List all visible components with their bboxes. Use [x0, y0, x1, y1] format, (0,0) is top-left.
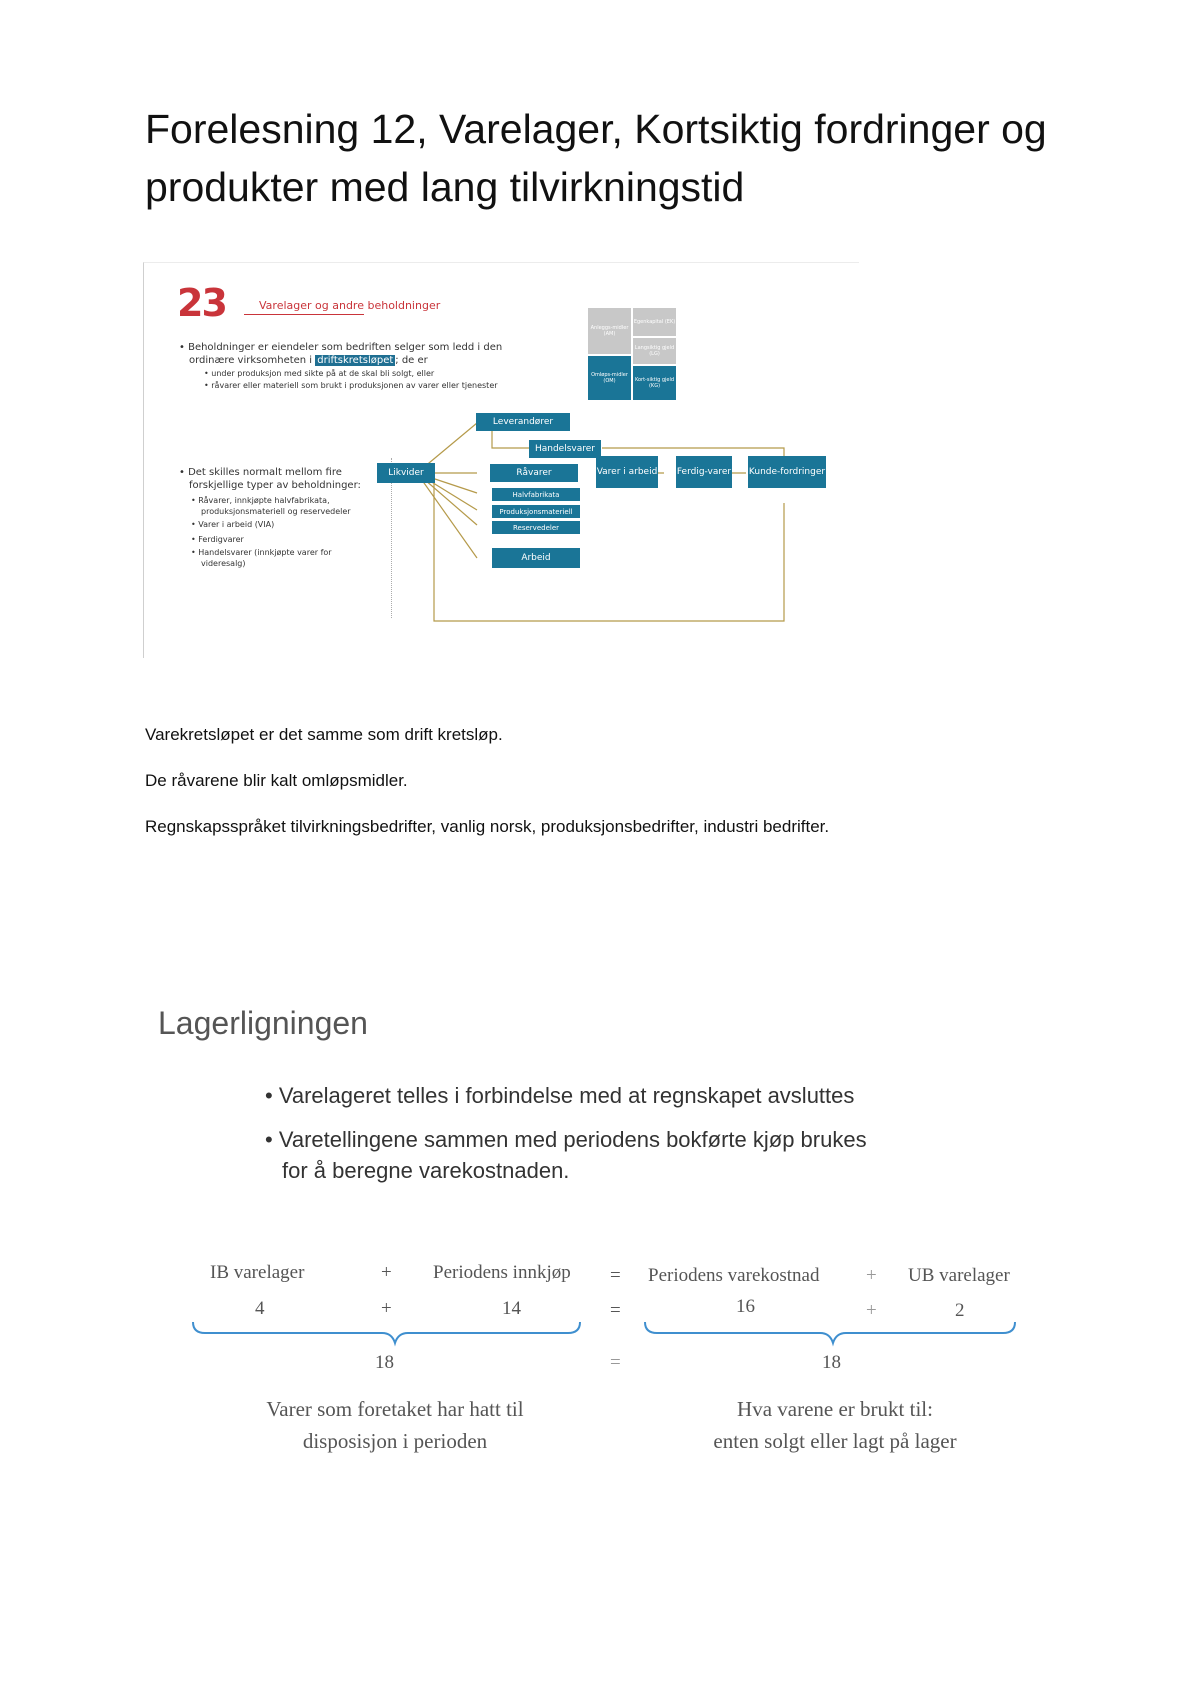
highlight-driftskretslopet: driftskretsløpet [317, 355, 394, 366]
eq-left-total: 18 [375, 1352, 394, 1373]
grid-anleggsmidler: Anleggs-midler (AM) [588, 308, 631, 354]
eq-ib-value: 4 [255, 1298, 265, 1319]
eq-varekostnad-label: Periodens varekostnad [648, 1265, 820, 1286]
left-brace [193, 1322, 580, 1343]
slide-number: 23 [177, 281, 226, 325]
grid-omlopsmidler: Omløps-midler (OM) [588, 356, 631, 400]
eq-right-caption-line: Hva varene er brukt til: [737, 1397, 933, 1421]
eq-left-caption-line: disposisjon i perioden [302, 1429, 488, 1453]
box-leverandorer: Leverandører [476, 413, 570, 431]
sub-bullet: Handelsvarer (innkjøpte varer for [198, 548, 332, 557]
eq-plus-1: + [381, 1262, 392, 1283]
slide2-title: Lagerligningen [158, 1005, 368, 1041]
box-ferdigvarer: Ferdig-varer [676, 456, 732, 488]
sub-bullet: Råvarer, innkjøpte halvfabrikata, [198, 496, 330, 505]
eq-plus-3: + [381, 1298, 392, 1319]
box-reservedeler: Reservedeler [492, 521, 580, 534]
sub-bullet: Ferdigvarer [198, 535, 244, 544]
eq-innkjop-label: Periodens innkjøp [433, 1262, 571, 1283]
sub-bullet: under produksjon med sikte på at de skal bli solgt, eller [211, 369, 435, 378]
bullet-line: Det skilles normalt mellom fire [188, 467, 342, 478]
box-produksjonsmateriell: Produksjonsmateriell [492, 505, 580, 518]
bullet-line: Beholdninger er eiendeler som bedriften selger som ledd i den [188, 342, 503, 353]
bullet-line: forskjellige typer av beholdninger: [189, 480, 361, 491]
eq-plus-2: + [866, 1265, 877, 1286]
box-handelsvarer: Handelsvarer [529, 440, 601, 458]
slide2-bullet-2: • Varetellingene sammen med periodens bokførte kjøp brukes [265, 1127, 867, 1152]
eq-ub-label: UB varelager [908, 1265, 1010, 1286]
box-ravarer: Råvarer [490, 464, 578, 482]
eq-plus-4: + [866, 1300, 877, 1321]
paragraph-omlopsmidler: De råvarene blir kalt omløpsmidler. [145, 771, 408, 790]
right-brace [645, 1322, 1015, 1343]
slide2-bullet-2-cont: for å beregne varekostnaden. [282, 1158, 570, 1183]
grid-langsiktig-gjeld: Langsiktig gjeld (LG) [633, 338, 676, 364]
box-halvfabrikata: Halvfabrikata [492, 488, 580, 501]
eq-right-caption-line: enten solgt eller lagt på lager [713, 1429, 957, 1453]
eq-right-caption [660, 1393, 1010, 1457]
box-kundefordringer: Kunde-fordringer [748, 456, 826, 488]
eq-left-caption [215, 1393, 575, 1457]
slide2-bullet-1: • Varelageret telles i forbindelse med at regnskapet avsluttes [265, 1083, 855, 1108]
sub-bullet: produksjonsmateriell og reservedeler [201, 507, 351, 516]
eq-left-caption-line: Varer som foretaket har hatt til [266, 1397, 524, 1421]
paragraph-regnskapssprak: Regnskapsspråket tilvirkningsbedrifter, vanlig norsk, produksjonsbedrifter, industri bedrifter. [145, 817, 830, 836]
eq-varekostnad-value: 16 [736, 1296, 755, 1317]
eq-ub-value: 2 [955, 1300, 965, 1321]
slide-heading: Varelager og andre beholdninger [259, 299, 441, 312]
page-title: Forelesning 12, Varelager, Kortsiktig fordringer og produkter med lang tilvirkningstid [145, 106, 1047, 210]
paragraph-varekretslop: Varekretsløpet er det samme som drift kretsløp. [145, 725, 503, 744]
eq-equals-2: = [610, 1300, 621, 1321]
grid-kortsiktig-gjeld: Kort-siktig gjeld (KG) [633, 366, 676, 400]
eq-equals-3: = [610, 1352, 621, 1373]
grid-egenkapital: Egenkapital (EK) [633, 308, 676, 336]
bullet-fire-typer: • Det skilles normalt mellom fire forskjellige typer av beholdninger: • Råvarer, innkjøpte halvfabrikata, produksjonsmateriell og reservedeler • Varer i arbeid (VIA) • Ferdigvarer • Handelsvarer (innkjøpte varer for videresalg) [179, 466, 379, 569]
box-likvider: Likvider [377, 463, 435, 483]
eq-right-total: 18 [822, 1352, 841, 1373]
box-arbeid: Arbeid [492, 548, 580, 568]
bullet-line: ordinære virksomheten i [189, 355, 316, 366]
eq-equals-1: = [610, 1265, 621, 1286]
eq-ib-label: IB varelager [210, 1262, 305, 1283]
bullet-beholdninger: • Beholdninger er eiendeler som bedriften selger som ledd i den ordinære virksomheten i driftskretsløpet ; de er • under produksjon med sikte på at de skal bli solgt, eller • råvarer eller materiell som brukt i produksjonen av varer eller tjenester [179, 342, 503, 390]
eq-innkjop-value: 14 [502, 1298, 521, 1319]
bullet-line: ; de er [395, 355, 428, 366]
sub-bullet: Varer i arbeid (VIA) [198, 520, 275, 529]
box-varer-i-arbeid: Varer i arbeid [596, 456, 658, 488]
sub-bullet: råvarer eller materiell som brukt i produksjonen av varer eller tjenester [211, 381, 498, 390]
sub-bullet: videresalg) [201, 559, 246, 568]
